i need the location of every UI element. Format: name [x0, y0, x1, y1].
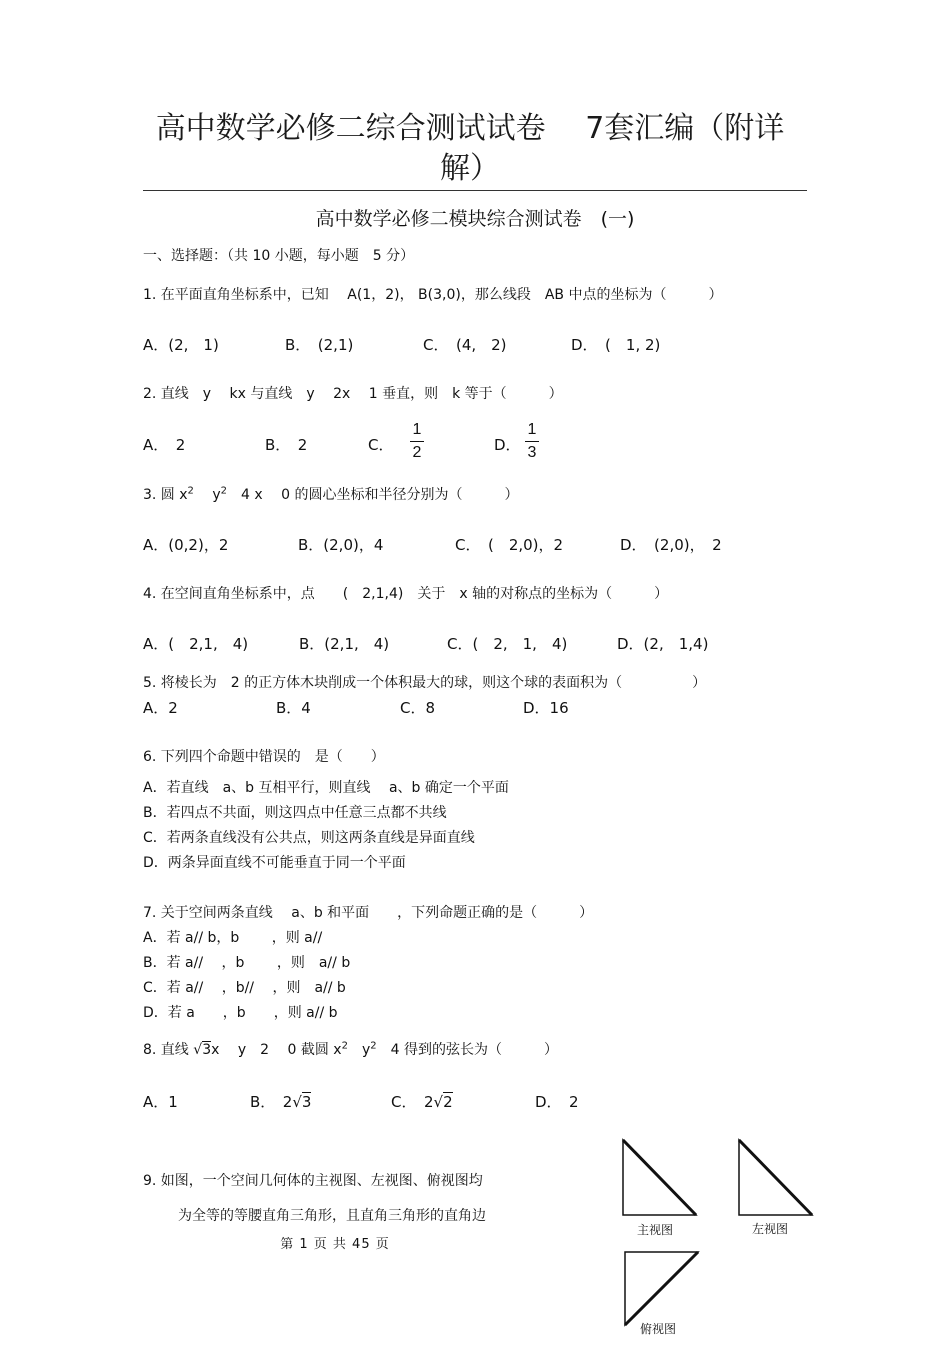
q3-option-b: B．(2,0)，4 — [298, 536, 384, 554]
q7-option-a: A．若 a// b，b ，则 a// — [143, 930, 323, 946]
q7-option-d: D．若 a ，b ，则 a// b — [143, 1005, 338, 1021]
q2-option-c: C． — [368, 436, 394, 454]
document-title-line2: 解） — [440, 151, 500, 186]
q8-exponent-1: 2 — [341, 1040, 348, 1052]
q9-line2: 为全等的等腰直角三角形，且直角三角形的直角边 — [178, 1208, 486, 1224]
q8-stem-post: 4 得到的弦长为（ ） — [376, 1042, 558, 1058]
q8-option-c — [391, 1091, 453, 1112]
q8-radicand: 3 — [202, 1042, 212, 1058]
q5-option-a: A．2 — [143, 699, 178, 717]
q1-option-d: D． ( 1, 2) — [571, 336, 661, 354]
fraction-bar — [525, 441, 539, 442]
q6-option-c: C．若两条直线没有公共点，则这两条直线是异面直线 — [143, 830, 475, 846]
top-view-label: 俯视图 — [640, 1322, 677, 1336]
q5-option-d: D．16 — [523, 699, 569, 717]
q4-option-d: D．(2, 1,4) — [617, 635, 709, 653]
q2-option-c-fraction — [410, 421, 424, 463]
test-subtitle: 高中数学必修二模块综合测试卷 (一) — [315, 208, 635, 230]
q8-stem — [143, 1039, 558, 1059]
q3-exponent-1: 2 — [187, 485, 194, 497]
q3-option-c: C． ( 2,0)，2 — [455, 536, 564, 554]
q1-stem: 1. 在平面直角坐标系中，已知 A(1，2)， B(3,0)，那么线段 AB 中点的坐标为（ ） — [143, 287, 723, 303]
q4-option-a: A．( 2,1, 4) — [143, 635, 249, 653]
q8-option-b — [250, 1091, 311, 1112]
q3-option-d: D． (2,0)， 2 — [620, 536, 722, 554]
q6-option-d: D．两条异面直线不可能垂直于同一个平面 — [143, 855, 406, 871]
q8-b-radicand: 3 — [301, 1093, 312, 1111]
title-rule — [143, 190, 807, 191]
front-view-triangle — [620, 1138, 700, 1218]
q8-stem-pre: 8. 直线 — [143, 1042, 194, 1058]
q3-exponent-2: 2 — [220, 485, 228, 497]
q2-option-d-fraction — [525, 421, 539, 463]
q2-option-a: A． 2 — [143, 436, 186, 454]
q5-option-c: C．8 — [400, 699, 436, 717]
q6-stem: 6. 下列四个命题中错误的 是（ ） — [143, 749, 385, 765]
top-view-triangle — [622, 1249, 702, 1329]
q3-stem — [143, 484, 519, 504]
front-view-label: 主视图 — [637, 1223, 674, 1237]
sqrt-symbol: √ — [292, 1093, 302, 1111]
q5-option-b: B．4 — [276, 699, 311, 717]
q3-stem-post: 4 x 0 的圆心坐标和半径分别为（ ） — [227, 487, 519, 503]
q8-stem-mid2: y — [347, 1042, 371, 1058]
q2-d-denominator: 3 — [527, 444, 537, 462]
q1-option-c: C． (4, 2) — [423, 336, 507, 354]
q4-option-c: C．( 2, 1, 4) — [447, 635, 568, 653]
q2-stem: 2. 直线 y kx 与直线 y 2x 1 垂直，则 k 等于（ ） — [143, 386, 563, 402]
q5-stem: 5. 将棱长为 2 的正方体木块削成一个体积最大的球，则这个球的表面积为（ ） — [143, 675, 707, 691]
q7-stem: 7. 关于空间两条直线 a、b 和平面 ，下列命题正确的是（ ） — [143, 905, 594, 921]
q4-stem: 4. 在空间直角坐标系中，点 ( 2,1,4) 关于 x 轴的对称点的坐标为（ ） — [143, 586, 669, 602]
q9-line1: 9. 如图，一个空间几何体的主视图、左视图、俯视图均 — [143, 1173, 483, 1189]
page-footer: 第 1 页 共 45 页 — [280, 1237, 390, 1252]
q3-option-a: A．(0,2)，2 — [143, 536, 229, 554]
q8-exponent-2: 2 — [370, 1040, 377, 1052]
q3-stem-pre: 3. 圆 x — [143, 487, 188, 503]
q2-c-numerator: 1 — [412, 421, 422, 438]
q8-c-radicand: 2 — [443, 1093, 453, 1111]
q3-stem-mid: y — [193, 487, 221, 503]
q2-c-denominator: 2 — [412, 444, 422, 462]
left-view-triangle — [736, 1138, 816, 1218]
q8-option-a: A．1 — [143, 1093, 178, 1111]
document-title-line1: 高中数学必修二综合测试试卷 7套汇编（附详 — [155, 111, 785, 146]
q4-option-b: B．(2,1, 4) — [299, 635, 390, 653]
q8-b-coefficient: B． 2 — [250, 1093, 293, 1111]
q8-stem-mid: x y 2 0 截圆 x — [211, 1042, 342, 1058]
section-heading: 一、选择题：（共 10 小题，每小题 5 分） — [143, 248, 415, 264]
sqrt-symbol: √ — [433, 1093, 444, 1111]
q1-option-b: B． (2,1) — [285, 336, 354, 354]
fraction-bar — [410, 441, 424, 442]
q7-option-c: C．若 a// ，b// ，则 a// b — [143, 980, 346, 996]
q2-option-b: B． 2 — [265, 436, 308, 454]
q2-option-d: D． — [494, 436, 521, 454]
q8-c-coefficient: C． 2 — [391, 1093, 434, 1111]
q2-d-numerator: 1 — [527, 421, 537, 438]
q1-option-a: A．(2, 1) — [143, 336, 219, 354]
q8-option-d: D． 2 — [535, 1093, 579, 1111]
sqrt-symbol: √ — [193, 1042, 203, 1058]
q6-option-b: B．若四点不共面，则这四点中任意三点都不共线 — [143, 805, 447, 821]
q6-option-a: A．若直线 a、b 互相平行，则直线 a、b 确定一个平面 — [143, 780, 509, 796]
q7-option-b: B．若 a// ，b ，则 a// b — [143, 955, 351, 971]
left-view-label: 左视图 — [752, 1222, 789, 1236]
